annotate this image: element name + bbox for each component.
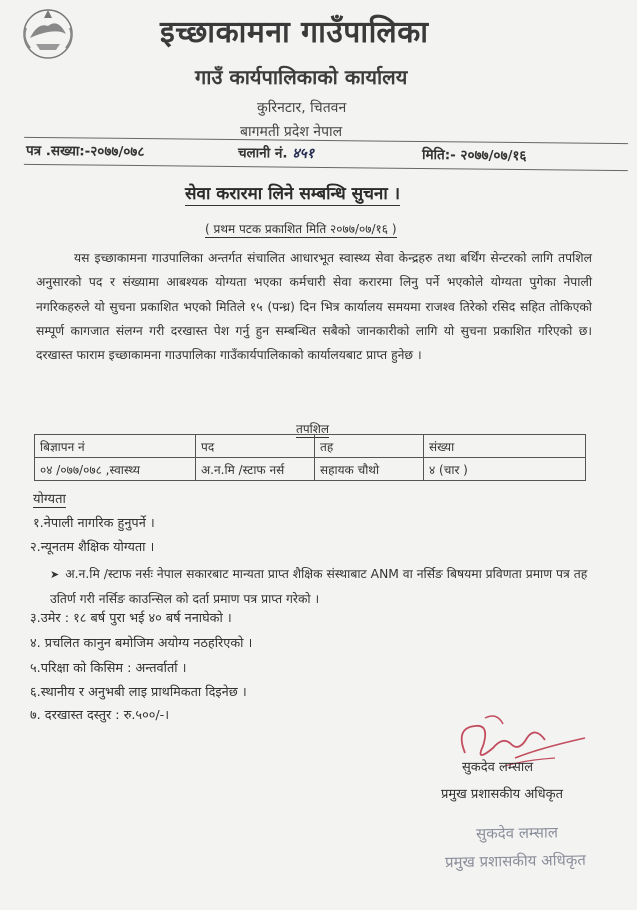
- table-header: तह: [315, 435, 424, 458]
- table-row: [35, 458, 586, 481]
- qualification-item: ४. प्रचलित कानुन बमोजिम अयोग्य नठहरिएको ।: [30, 636, 253, 651]
- stamp-name: सुकदेव लम्साल: [475, 823, 559, 843]
- dispatch-number: [238, 143, 314, 163]
- letter-number-label: पत्र .सख्या:-: [25, 142, 91, 160]
- published-date: ( प्रथम पटक प्रकाशित मिति २०७७/०७/१६ ): [205, 222, 397, 236]
- address-line-2: बागमती प्रदेश नेपाल: [240, 124, 343, 140]
- table-cell: ०४ /०७७/०७८ ,स्वास्थ्य: [35, 458, 196, 481]
- qualification-sub-item: [50, 562, 590, 612]
- table-header: संख्या: [424, 435, 586, 458]
- vacancy-table: [34, 434, 586, 481]
- dispatch-number-label: चलानी नं.: [237, 145, 288, 162]
- nepal-government-emblem-icon: [18, 4, 78, 62]
- stamp-title: प्रमुख प्रशासकीय अधिकृत: [444, 850, 586, 872]
- qualifications-heading: योग्यता: [33, 489, 66, 508]
- notice-body: यस इच्छाकामना गाउपालिका अन्तर्गत संचालित आधारभूत स्वास्थ्य सेवा केन्द्रहरु तथा बर्थिंग सेन्टरको लागि तपशिल अनुसारको पद र संख्यामा आबश्यक योग्यता भएका कर्मचारी सेवा करारमा लिनु पर्ने भएकोले योग्यता पुगेका नेपाली नगरिकहरुले यो सुचना प्रकाशित भएको मितिले १५ (पन्ध्र) दिन भित्र कार्यालय समयमा राजश्व तिरेको रसिद सहित तोकिएको सम्पूर्ण कागजात संलग्न गरी दरखास्त पेश गर्नु हुन सम्बन्धित सबैको जानकारीको लागि यो सुचना प्रकाशित गरिएको छ। दरखास्त फाराम इच्छाकामना गाउपालिका गाउँकार्यपालिकाको कार्यालयबाट प्राप्त हुनेछ ।: [36, 251, 592, 363]
- arrow-bullet-icon: ➤: [50, 568, 60, 581]
- table-caption: तपशिल: [296, 422, 330, 436]
- signer-name: सुकदेव लम्साल: [462, 760, 534, 775]
- address-line-1: कुरिनटार, चितवन: [257, 100, 347, 116]
- qualification-item: १.नेपाली नागरिक हुनुपर्ने ।: [33, 516, 155, 531]
- municipality-name: इच्छाकामना गाउँपालिका: [160, 15, 429, 50]
- table-cell: ४ (चार ): [424, 458, 586, 481]
- qualification-item: ५.परिक्षा को किसिम : अन्तर्वार्ता ।: [30, 661, 187, 676]
- table-cell: अ.न.मि /स्टाफ नर्स: [196, 458, 315, 481]
- letter-date-label: मिति:-: [421, 147, 456, 164]
- dispatch-number-value: ४५१: [292, 145, 315, 162]
- letter-number-value: २०७७/०७८: [90, 143, 145, 161]
- table-header: बिज्ञापन नं: [35, 435, 196, 458]
- qualification-item: ३.उमेर : १८ बर्ष पुरा भई ४० बर्ष ननाघेको ।: [30, 611, 232, 626]
- letter-date-value: २०७७/०७/१६: [460, 147, 527, 165]
- notice-title: सेवा करारमा लिने सम्बन्धि सुचना ।: [185, 181, 400, 206]
- letter-number: [26, 141, 145, 160]
- qualification-sub-text: अ.न.मि /स्टाफ नर्सः नेपाल सकारबाट मान्यता प्राप्त शैक्षिक संस्थाबाट ANM वा नर्सिङ बिषयमा प्रविणता प्रमाण पत्र तह उतिर्ण गरी नर्सिङ काउन्सिल को दर्ता प्रमाण पत्र प्राप्त गरेको ।: [50, 567, 588, 606]
- reference-line: [24, 137, 628, 171]
- office-name: गाउँ कार्यपालिकाको कार्यालय: [195, 65, 408, 89]
- table-header-row: [35, 435, 586, 458]
- letter-date: [422, 145, 527, 164]
- signer-title: प्रमुख प्रशासकीय अधिकृत: [441, 787, 564, 802]
- qualification-item: ७. दरखास्त दस्तुर : रु.५००/-।: [30, 708, 170, 723]
- table-header: पद: [196, 435, 315, 458]
- qualification-item: ६.स्थानीय र अनुभबी लाइ प्राथमिकता दिइनेछ ।: [30, 685, 247, 700]
- qualification-item: २.न्यूनतम शैक्षिक योग्यता ।: [30, 540, 155, 555]
- table-cell: सहायक चौथो: [315, 458, 424, 481]
